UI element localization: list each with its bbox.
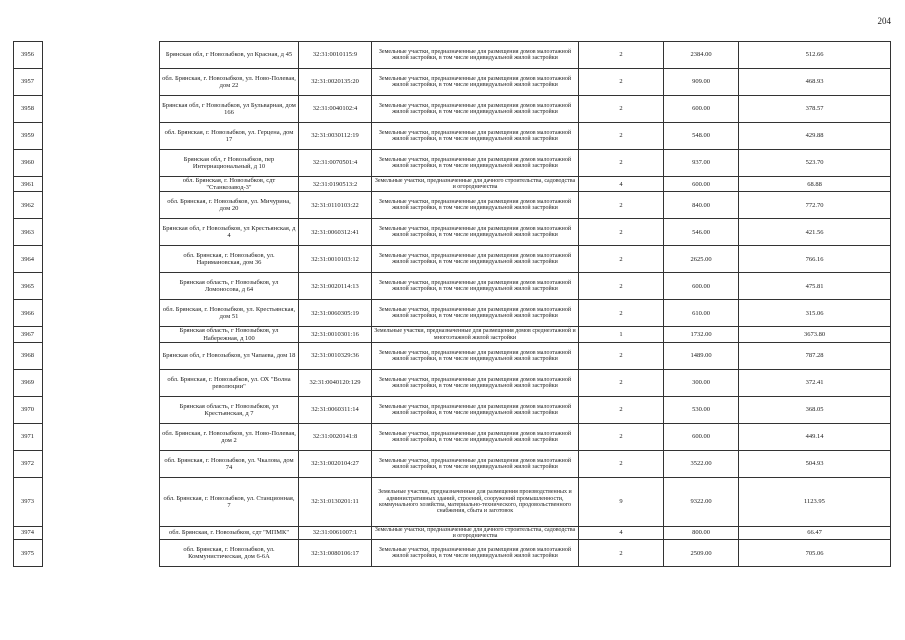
blank-column <box>43 396 160 423</box>
table-row <box>14 96 891 123</box>
table-row <box>14 150 891 177</box>
table-row <box>14 219 891 246</box>
specific-value-cell: 368.05 <box>739 396 891 423</box>
table-row <box>14 369 891 396</box>
area-cell: 937.00 <box>664 150 739 177</box>
area-cell: 9322.00 <box>664 477 739 526</box>
group-cell: 2 <box>579 123 664 150</box>
specific-value-cell: 372.41 <box>739 369 891 396</box>
group-cell: 2 <box>579 423 664 450</box>
area-cell: 2509.00 <box>664 540 739 567</box>
area-cell: 600.00 <box>664 96 739 123</box>
address-cell: обл. Брянская, г. Новозыбков, ул. Станционная, 7 <box>160 477 299 526</box>
cadastral-number-cell: 32:31:0070501:4 <box>299 150 372 177</box>
group-cell: 2 <box>579 450 664 477</box>
land-use-cell: Земельные участки, предназначенные для размещения домов малоэтажной жилой застройки, в том числе индивидуальной жилой застройки <box>372 540 579 567</box>
address-cell: обл. Брянская, г. Новозыбков, ул. Ново-Полевая, дом 22 <box>160 69 299 96</box>
land-use-cell: Земельные участки, предназначенные для размещения домов малоэтажной жилой застройки, в том числе индивидуальной жилой застройки <box>372 246 579 273</box>
row-number: 3963 <box>14 219 43 246</box>
blank-column <box>43 526 160 539</box>
table-row <box>14 423 891 450</box>
specific-value-cell: 3673.80 <box>739 327 891 342</box>
area-cell: 3522.00 <box>664 450 739 477</box>
specific-value-cell: 523.70 <box>739 150 891 177</box>
land-use-cell: Земельные участки, предназначенные для размещения домов малоэтажной жилой застройки, в том числе индивидуальной жилой застройки <box>372 192 579 219</box>
land-use-cell: Земельные участки, предназначенные для размещения домов малоэтажной жилой застройки, в том числе индивидуальной жилой застройки <box>372 342 579 369</box>
specific-value-cell: 378.57 <box>739 96 891 123</box>
address-cell: обл. Брянская, г. Новозыбков, ул. Ново-Полевая, дом 2 <box>160 423 299 450</box>
blank-column <box>43 96 160 123</box>
table-row <box>14 177 891 192</box>
cadastral-number-cell: 32:31:0020141:8 <box>299 423 372 450</box>
blank-column <box>43 177 160 192</box>
address-cell: Брянская обл, г Новозыбков, ул Чапаева, дом 18 <box>160 342 299 369</box>
address-cell: Брянская обл, г Новозыбков, пер Интернациональный, д 10 <box>160 150 299 177</box>
table-row <box>14 123 891 150</box>
address-cell: обл. Брянская, г. Новозыбков, ул. Крестьянская, дом 51 <box>160 300 299 327</box>
row-number: 3960 <box>14 150 43 177</box>
area-cell: 2625.00 <box>664 246 739 273</box>
table-row <box>14 342 891 369</box>
cadastral-number-cell: 32:31:0020104:27 <box>299 450 372 477</box>
row-number: 3964 <box>14 246 43 273</box>
specific-value-cell: 512.66 <box>739 42 891 69</box>
area-cell: 1489.00 <box>664 342 739 369</box>
cadastral-number-cell: 32:31:0130201:11 <box>299 477 372 526</box>
group-cell: 4 <box>579 177 664 192</box>
specific-value-cell: 475.81 <box>739 273 891 300</box>
table-row <box>14 477 891 526</box>
land-use-cell: Земельные участки, предназначенные для размещения домов малоэтажной жилой застройки, в том числе индивидуальной жилой застройки <box>372 369 579 396</box>
cadastral-number-cell: 32:31:0080106:17 <box>299 540 372 567</box>
row-number: 3958 <box>14 96 43 123</box>
cadastral-number-cell: 32:31:0030112:19 <box>299 123 372 150</box>
area-cell: 600.00 <box>664 273 739 300</box>
blank-column <box>43 69 160 96</box>
area-cell: 548.00 <box>664 123 739 150</box>
cadastral-number-cell: 32:31:0040120:129 <box>299 369 372 396</box>
table-row <box>14 42 891 69</box>
cadastral-number-cell: 32:31:0110103:22 <box>299 192 372 219</box>
group-cell: 2 <box>579 540 664 567</box>
cadastral-number-cell: 32:31:0020114:13 <box>299 273 372 300</box>
blank-column <box>43 327 160 342</box>
group-cell: 2 <box>579 246 664 273</box>
land-use-cell: Земельные участки, предназначенные для размещения домов малоэтажной жилой застройки, в том числе индивидуальной жилой застройки <box>372 123 579 150</box>
address-cell: обл. Брянская, г. Новозыбков, сдт "Станкозавод-3" <box>160 177 299 192</box>
table-row <box>14 246 891 273</box>
address-cell: обл. Брянская, г. Новозыбков, ул. Герцена, дом 17 <box>160 123 299 150</box>
table-row <box>14 327 891 342</box>
blank-column <box>43 150 160 177</box>
address-cell: Брянская область, г Новозыбков, ул Крестьянская, д 7 <box>160 396 299 423</box>
specific-value-cell: 68.88 <box>739 177 891 192</box>
row-number: 3968 <box>14 342 43 369</box>
row-number: 3956 <box>14 42 43 69</box>
row-number: 3970 <box>14 396 43 423</box>
address-cell: обл. Брянская, г. Новозыбков, ул. Коммунистическая, дом 6-6А <box>160 540 299 567</box>
row-number: 3972 <box>14 450 43 477</box>
cadastral-number-cell: 32:31:0010115:9 <box>299 42 372 69</box>
blank-column <box>43 450 160 477</box>
land-use-cell: Земельные участки, предназначенные для размещения домов малоэтажной жилой застройки, в том числе индивидуальной жилой застройки <box>372 69 579 96</box>
specific-value-cell: 315.06 <box>739 300 891 327</box>
blank-column <box>43 246 160 273</box>
area-cell: 800.00 <box>664 526 739 539</box>
address-cell: Брянская обл, г Новозыбков, ул Бульварная, дом 166 <box>160 96 299 123</box>
group-cell: 2 <box>579 69 664 96</box>
specific-value-cell: 1123.95 <box>739 477 891 526</box>
table-row <box>14 273 891 300</box>
group-cell: 2 <box>579 342 664 369</box>
group-cell: 4 <box>579 526 664 539</box>
blank-column <box>43 123 160 150</box>
land-use-cell: Земельные участки, предназначенные для размещения домов среднеэтажной и многоэтажной жилой застройки <box>372 327 579 342</box>
table-row <box>14 300 891 327</box>
land-use-cell: Земельные участки, предназначенные для размещения домов малоэтажной жилой застройки, в том числе индивидуальной жилой застройки <box>372 273 579 300</box>
blank-column <box>43 219 160 246</box>
specific-value-cell: 449.14 <box>739 423 891 450</box>
area-cell: 2384.00 <box>664 42 739 69</box>
address-cell: обл. Брянская, г. Новозыбков, ул. ОХ "Волна революции" <box>160 369 299 396</box>
address-cell: обл. Брянская, г. Новозыбков, сдт "МПМК" <box>160 526 299 539</box>
specific-value-cell: 429.88 <box>739 123 891 150</box>
land-use-cell: Земельные участки, предназначенные для размещения домов малоэтажной жилой застройки, в том числе индивидуальной жилой застройки <box>372 96 579 123</box>
land-use-cell: Земельные участки, предназначенные для размещения домов малоэтажной жилой застройки, в том числе индивидуальной жилой застройки <box>372 150 579 177</box>
cadastral-number-cell: 32:31:0010103:12 <box>299 246 372 273</box>
table-row <box>14 69 891 96</box>
group-cell: 2 <box>579 273 664 300</box>
specific-value-cell: 421.56 <box>739 219 891 246</box>
land-use-cell: Земельные участки, предназначенные для размещения домов малоэтажной жилой застройки, в том числе индивидуальной жилой застройки <box>372 300 579 327</box>
area-cell: 610.00 <box>664 300 739 327</box>
blank-column <box>43 540 160 567</box>
cadastral-number-cell: 32:31:0060305:19 <box>299 300 372 327</box>
group-cell: 2 <box>579 300 664 327</box>
specific-value-cell: 468.93 <box>739 69 891 96</box>
area-cell: 1732.00 <box>664 327 739 342</box>
specific-value-cell: 766.16 <box>739 246 891 273</box>
area-cell: 600.00 <box>664 423 739 450</box>
table-row <box>14 450 891 477</box>
table-row <box>14 192 891 219</box>
land-use-cell: Земельные участки, предназначенные для размещения домов малоэтажной жилой застройки, в том числе индивидуальной жилой застройки <box>372 450 579 477</box>
blank-column <box>43 192 160 219</box>
area-cell: 909.00 <box>664 69 739 96</box>
specific-value-cell: 787.28 <box>739 342 891 369</box>
group-cell: 2 <box>579 396 664 423</box>
area-cell: 300.00 <box>664 369 739 396</box>
group-cell: 2 <box>579 42 664 69</box>
row-number: 3957 <box>14 69 43 96</box>
group-cell: 9 <box>579 477 664 526</box>
specific-value-cell: 504.93 <box>739 450 891 477</box>
address-cell: Брянская область, г Новозыбков, ул Набережная, д 100 <box>160 327 299 342</box>
land-use-cell: Земельные участки, предназначенные для размещения домов малоэтажной жилой застройки, в том числе индивидуальной жилой застройки <box>372 219 579 246</box>
cadastral-number-cell: 32:31:0010301:16 <box>299 327 372 342</box>
group-cell: 2 <box>579 192 664 219</box>
land-use-cell: Земельные участки, предназначенные для размещения домов малоэтажной жилой застройки, в том числе индивидуальной жилой застройки <box>372 423 579 450</box>
address-cell: обл. Брянская, г. Новозыбков, ул. Чкалова, дом 74 <box>160 450 299 477</box>
blank-column <box>43 477 160 526</box>
table-row <box>14 396 891 423</box>
cadastral-number-cell: 32:31:0190513:2 <box>299 177 372 192</box>
specific-value-cell: 772.70 <box>739 192 891 219</box>
address-cell: обл. Брянская, г. Новозыбков, ул. Наримановская, дом 36 <box>160 246 299 273</box>
row-number: 3967 <box>14 327 43 342</box>
blank-column <box>43 42 160 69</box>
area-cell: 530.00 <box>664 396 739 423</box>
row-number: 3971 <box>14 423 43 450</box>
specific-value-cell: 705.06 <box>739 540 891 567</box>
specific-value-cell: 66.47 <box>739 526 891 539</box>
land-use-cell: Земельные участки, предназначенные для размещения домов малоэтажной жилой застройки, в том числе индивидуальной жилой застройки <box>372 396 579 423</box>
row-number: 3973 <box>14 477 43 526</box>
area-cell: 600.00 <box>664 177 739 192</box>
land-use-cell: Земельные участки, предназначенные для дачного строительства, садоводства и огородничества <box>372 177 579 192</box>
table-body <box>14 42 891 567</box>
row-number: 3966 <box>14 300 43 327</box>
table-row <box>14 540 891 567</box>
cadastral-number-cell: 32:31:0010329:36 <box>299 342 372 369</box>
blank-column <box>43 342 160 369</box>
land-use-cell: Земельные участки, предназначенные для дачного строительства, садоводства и огородничества <box>372 526 579 539</box>
row-number: 3961 <box>14 177 43 192</box>
blank-column <box>43 300 160 327</box>
cadastral-number-cell: 32:31:0040102:4 <box>299 96 372 123</box>
area-cell: 840.00 <box>664 192 739 219</box>
row-number: 3975 <box>14 540 43 567</box>
row-number: 3965 <box>14 273 43 300</box>
blank-column <box>43 273 160 300</box>
address-cell: обл. Брянская, г. Новозыбков, ул. Мичурина, дом 20 <box>160 192 299 219</box>
table-row <box>14 526 891 539</box>
row-number: 3959 <box>14 123 43 150</box>
area-cell: 546.00 <box>664 219 739 246</box>
cadastral-value-table <box>13 41 891 567</box>
group-cell: 2 <box>579 96 664 123</box>
row-number: 3974 <box>14 526 43 539</box>
page-number: 204 <box>877 16 891 26</box>
address-cell: Брянская обл, г Новозыбков, ул Красная, д 45 <box>160 42 299 69</box>
cadastral-number-cell: 32:31:0020135:20 <box>299 69 372 96</box>
blank-column <box>43 369 160 396</box>
cadastral-number-cell: 32:31:0061007:1 <box>299 526 372 539</box>
cadastral-number-cell: 32:31:0060311:14 <box>299 396 372 423</box>
address-cell: Брянская обл, г Новозыбков, ул Крестьянская, д 4 <box>160 219 299 246</box>
cadastral-number-cell: 32:31:0060312:41 <box>299 219 372 246</box>
group-cell: 2 <box>579 150 664 177</box>
land-use-cell: Земельные участки, предназначенные для размещения домов малоэтажной жилой застройки, в том числе индивидуальной жилой застройки <box>372 42 579 69</box>
row-number: 3969 <box>14 369 43 396</box>
blank-column <box>43 423 160 450</box>
row-number: 3962 <box>14 192 43 219</box>
group-cell: 2 <box>579 369 664 396</box>
land-use-cell: Земельные участки, предназначенные для размещения производственных и административных зданий, строений, сооружений промышленности, коммунального хозяйства, материально-технического, продовольственного снабжения, сбыта и заготовок <box>372 477 579 526</box>
address-cell: Брянская область, г Новозыбков, ул Ломоносова, д 64 <box>160 273 299 300</box>
group-cell: 2 <box>579 219 664 246</box>
group-cell: 1 <box>579 327 664 342</box>
